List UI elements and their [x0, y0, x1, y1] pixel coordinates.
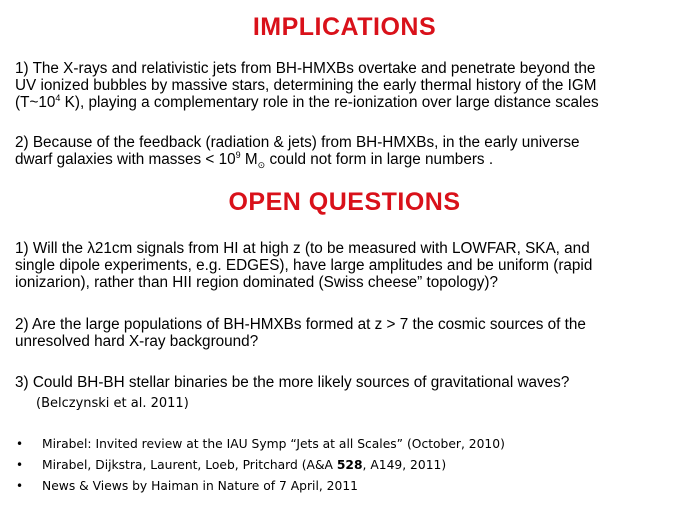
question-1-line-2: single dipole experiments, e.g. EDGES), have large amplitudes and be uniform (rapid [15, 257, 593, 274]
solar-mass-symbol: ⊙ [257, 160, 266, 171]
reference-text: Mirabel, Dijkstra, Laurent, Loeb, Pritchard (A&A 528, A149, 2011) [42, 457, 447, 472]
question-3-citation: (Belczynski et al. 2011) [36, 396, 189, 411]
question-1 [15, 240, 683, 291]
implication-2-line-1: 2) Because of the feedback (radiation & jets) from BH-HMXBs, in the early universe [15, 134, 580, 151]
question-2-line-1: 2) Are the large populations of BH-HMXBs formed at z > 7 the cosmic sources of the [15, 316, 586, 333]
bullet-icon: • [16, 436, 24, 451]
question-3 [15, 374, 683, 391]
reference-text: Mirabel: Invited review at the IAU Symp “Jets at all Scales” (October, 2010) [42, 436, 505, 451]
implication-1-line-2: UV ionized bubbles by massive stars, determining the early thermal history of the IGM [15, 77, 597, 94]
question-3-line-1: 3) Could BH-BH stellar binaries be the more likely sources of gravitational waves? [15, 374, 570, 391]
reference-text: News & Views by Haiman in Nature of 7 April, 2011 [42, 478, 358, 493]
reference-list [16, 433, 505, 496]
reference-item [16, 433, 505, 454]
bullet-icon: • [16, 478, 24, 493]
reference-item [16, 475, 505, 496]
implication-2 [15, 134, 683, 171]
question-1-line-1: 1) Will the λ21cm signals from HI at high z (to be measured with LOWFAR, SKA, and [15, 240, 590, 257]
implication-1-line-3: ($T\sim 10^4$ K), playing a complementary role in the re-ionization over large distance scales [15, 92, 599, 111]
question-1-line-3: ionizarion), rather than HII region dominated (Swiss cheese” topology)? [15, 274, 498, 291]
reference-item [16, 454, 505, 475]
question-2 [15, 316, 683, 350]
open-questions-heading: OPEN QUESTIONS [228, 188, 461, 216]
implication-1 [15, 60, 683, 111]
volume-number: 528 [336, 457, 363, 472]
implication-1-line-1: 1) The X-rays and relativistic jets from BH-HMXBs overtake and penetrate beyond the [15, 60, 596, 77]
question-2-line-2: unresolved hard X-ray background? [15, 333, 259, 350]
implication-2-line-2: dwarf galaxies with masses < $10^9$ $M_⊙$ could not form in large numbers . [15, 149, 494, 171]
implications-heading: IMPLICATIONS [252, 13, 437, 41]
bullet-icon: • [16, 457, 24, 472]
